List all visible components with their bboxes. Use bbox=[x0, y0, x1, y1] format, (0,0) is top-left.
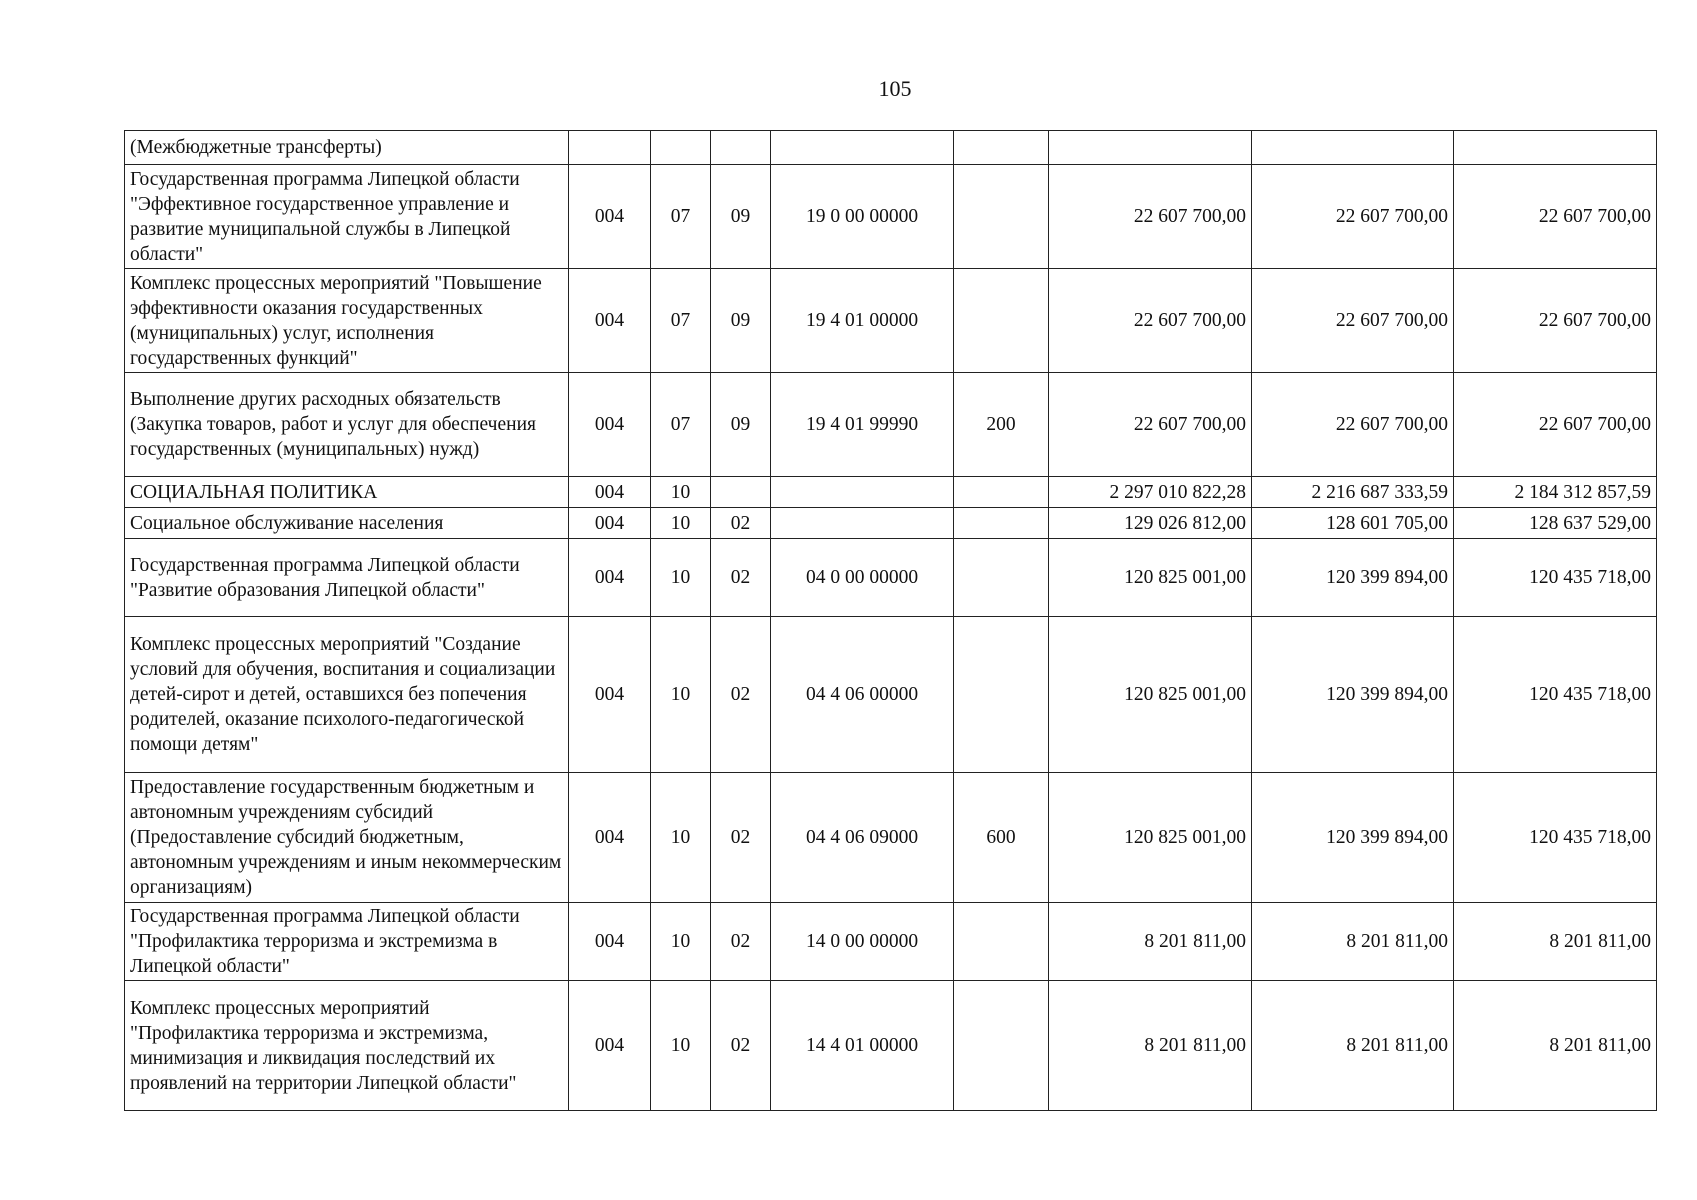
amount-year-2: 8 201 811,00 bbox=[1252, 903, 1454, 981]
expense-type-code bbox=[954, 131, 1049, 165]
amount-year-3: 22 607 700,00 bbox=[1454, 269, 1657, 373]
table-row bbox=[125, 981, 1657, 1111]
amount-year-2: 8 201 811,00 bbox=[1252, 981, 1454, 1111]
row-description: Социальное обслуживание населения bbox=[125, 508, 569, 539]
page-number: 105 bbox=[878, 76, 912, 101]
row-description: Комплекс процессных мероприятий "Профилактика терроризма и экстремизма, минимизация и ликвидация последствий их проявлений на территории Липецкой области" bbox=[125, 981, 569, 1111]
subsection-code: 02 bbox=[711, 508, 771, 539]
subsection-code bbox=[711, 477, 771, 508]
budget-table bbox=[124, 130, 1657, 1111]
amount-year-2: 120 399 894,00 bbox=[1252, 539, 1454, 617]
amount-year-2: 22 607 700,00 bbox=[1252, 269, 1454, 373]
expense-type-code bbox=[954, 508, 1049, 539]
ved-code bbox=[569, 131, 651, 165]
table-body bbox=[125, 131, 1657, 1111]
target-article-code: 14 4 01 00000 bbox=[771, 981, 954, 1111]
section-code: 10 bbox=[651, 773, 711, 903]
row-description: Государственная программа Липецкой области "Эффективное государственное управление и развитие муниципальной службы в Липецкой области" bbox=[125, 165, 569, 269]
row-description: (Межбюджетные трансферты) bbox=[125, 131, 569, 165]
amount-year-3: 8 201 811,00 bbox=[1454, 903, 1657, 981]
subsection-code: 02 bbox=[711, 773, 771, 903]
target-article-code: 04 0 00 00000 bbox=[771, 539, 954, 617]
amount-year-3: 120 435 718,00 bbox=[1454, 539, 1657, 617]
amount-year-1: 22 607 700,00 bbox=[1049, 165, 1252, 269]
amount-year-3: 2 184 312 857,59 bbox=[1454, 477, 1657, 508]
amount-year-2: 22 607 700,00 bbox=[1252, 373, 1454, 477]
table-row bbox=[125, 373, 1657, 477]
target-article-code: 04 4 06 00000 bbox=[771, 617, 954, 773]
table-row bbox=[125, 477, 1657, 508]
ved-code: 004 bbox=[569, 539, 651, 617]
expense-type-code bbox=[954, 617, 1049, 773]
amount-year-2: 22 607 700,00 bbox=[1252, 165, 1454, 269]
section-code: 07 bbox=[651, 269, 711, 373]
table-row bbox=[125, 269, 1657, 373]
amount-year-1: 22 607 700,00 bbox=[1049, 269, 1252, 373]
table-row bbox=[125, 773, 1657, 903]
amount-year-3: 22 607 700,00 bbox=[1454, 165, 1657, 269]
amount-year-3: 22 607 700,00 bbox=[1454, 373, 1657, 477]
subsection-code: 09 bbox=[711, 269, 771, 373]
ved-code: 004 bbox=[569, 508, 651, 539]
subsection-code: 02 bbox=[711, 903, 771, 981]
expense-type-code: 600 bbox=[954, 773, 1049, 903]
expense-type-code bbox=[954, 269, 1049, 373]
row-description: Государственная программа Липецкой области "Профилактика терроризма и экстремизма в Липецкой области" bbox=[125, 903, 569, 981]
target-article-code: 19 4 01 00000 bbox=[771, 269, 954, 373]
section-code: 10 bbox=[651, 539, 711, 617]
section-code: 10 bbox=[651, 903, 711, 981]
amount-year-1 bbox=[1049, 131, 1252, 165]
row-description: Комплекс процессных мероприятий "Создание условий для обучения, воспитания и социализации детей-сирот и детей, оставшихся без попечения родителей, оказание психолого-педагогической помощи детям" bbox=[125, 617, 569, 773]
section-code: 07 bbox=[651, 165, 711, 269]
section-code: 10 bbox=[651, 477, 711, 508]
amount-year-3: 120 435 718,00 bbox=[1454, 617, 1657, 773]
table-row bbox=[125, 617, 1657, 773]
target-article-code bbox=[771, 477, 954, 508]
section-code: 10 bbox=[651, 508, 711, 539]
subsection-code: 09 bbox=[711, 373, 771, 477]
expense-type-code bbox=[954, 165, 1049, 269]
table-row bbox=[125, 165, 1657, 269]
target-article-code: 19 0 00 00000 bbox=[771, 165, 954, 269]
table-row bbox=[125, 539, 1657, 617]
section-code: 10 bbox=[651, 981, 711, 1111]
target-article-code: 19 4 01 99990 bbox=[771, 373, 954, 477]
row-description: Государственная программа Липецкой области "Развитие образования Липецкой области" bbox=[125, 539, 569, 617]
row-description: Предоставление государственным бюджетным и автономным учреждениям субсидий (Предоставление субсидий бюджетным, автономным учреждениям и иным некоммерческим организациям) bbox=[125, 773, 569, 903]
amount-year-2: 2 216 687 333,59 bbox=[1252, 477, 1454, 508]
expense-type-code bbox=[954, 539, 1049, 617]
amount-year-1: 2 297 010 822,28 bbox=[1049, 477, 1252, 508]
table-row bbox=[125, 131, 1657, 165]
ved-code: 004 bbox=[569, 617, 651, 773]
section-code bbox=[651, 131, 711, 165]
subsection-code: 02 bbox=[711, 617, 771, 773]
amount-year-2: 128 601 705,00 bbox=[1252, 508, 1454, 539]
ved-code: 004 bbox=[569, 165, 651, 269]
subsection-code bbox=[711, 131, 771, 165]
ved-code: 004 bbox=[569, 477, 651, 508]
table-row bbox=[125, 903, 1657, 981]
ved-code: 004 bbox=[569, 269, 651, 373]
expense-type-code bbox=[954, 903, 1049, 981]
amount-year-3 bbox=[1454, 131, 1657, 165]
ved-code: 004 bbox=[569, 903, 651, 981]
table-row bbox=[125, 508, 1657, 539]
target-article-code bbox=[771, 508, 954, 539]
amount-year-1: 8 201 811,00 bbox=[1049, 981, 1252, 1111]
section-code: 10 bbox=[651, 617, 711, 773]
target-article-code: 14 0 00 00000 bbox=[771, 903, 954, 981]
row-description: Комплекс процессных мероприятий "Повышение эффективности оказания государственных (муниципальных) услуг, исполнения государственных функций" bbox=[125, 269, 569, 373]
amount-year-3: 8 201 811,00 bbox=[1454, 981, 1657, 1111]
ved-code: 004 bbox=[569, 981, 651, 1111]
expense-type-code bbox=[954, 477, 1049, 508]
ved-code: 004 bbox=[569, 773, 651, 903]
subsection-code: 02 bbox=[711, 539, 771, 617]
section-code: 07 bbox=[651, 373, 711, 477]
amount-year-2: 120 399 894,00 bbox=[1252, 617, 1454, 773]
expense-type-code bbox=[954, 981, 1049, 1111]
row-description: Выполнение других расходных обязательств (Закупка товаров, работ и услуг для обеспечения государственных (муниципальных) нужд) bbox=[125, 373, 569, 477]
row-description: СОЦИАЛЬНАЯ ПОЛИТИКА bbox=[125, 477, 569, 508]
subsection-code: 09 bbox=[711, 165, 771, 269]
subsection-code: 02 bbox=[711, 981, 771, 1111]
amount-year-1: 8 201 811,00 bbox=[1049, 903, 1252, 981]
target-article-code: 04 4 06 09000 bbox=[771, 773, 954, 903]
expense-type-code: 200 bbox=[954, 373, 1049, 477]
amount-year-3: 128 637 529,00 bbox=[1454, 508, 1657, 539]
amount-year-1: 22 607 700,00 bbox=[1049, 373, 1252, 477]
amount-year-2 bbox=[1252, 131, 1454, 165]
amount-year-3: 120 435 718,00 bbox=[1454, 773, 1657, 903]
amount-year-1: 129 026 812,00 bbox=[1049, 508, 1252, 539]
ved-code: 004 bbox=[569, 373, 651, 477]
amount-year-1: 120 825 001,00 bbox=[1049, 539, 1252, 617]
amount-year-1: 120 825 001,00 bbox=[1049, 773, 1252, 903]
target-article-code bbox=[771, 131, 954, 165]
amount-year-2: 120 399 894,00 bbox=[1252, 773, 1454, 903]
amount-year-1: 120 825 001,00 bbox=[1049, 617, 1252, 773]
